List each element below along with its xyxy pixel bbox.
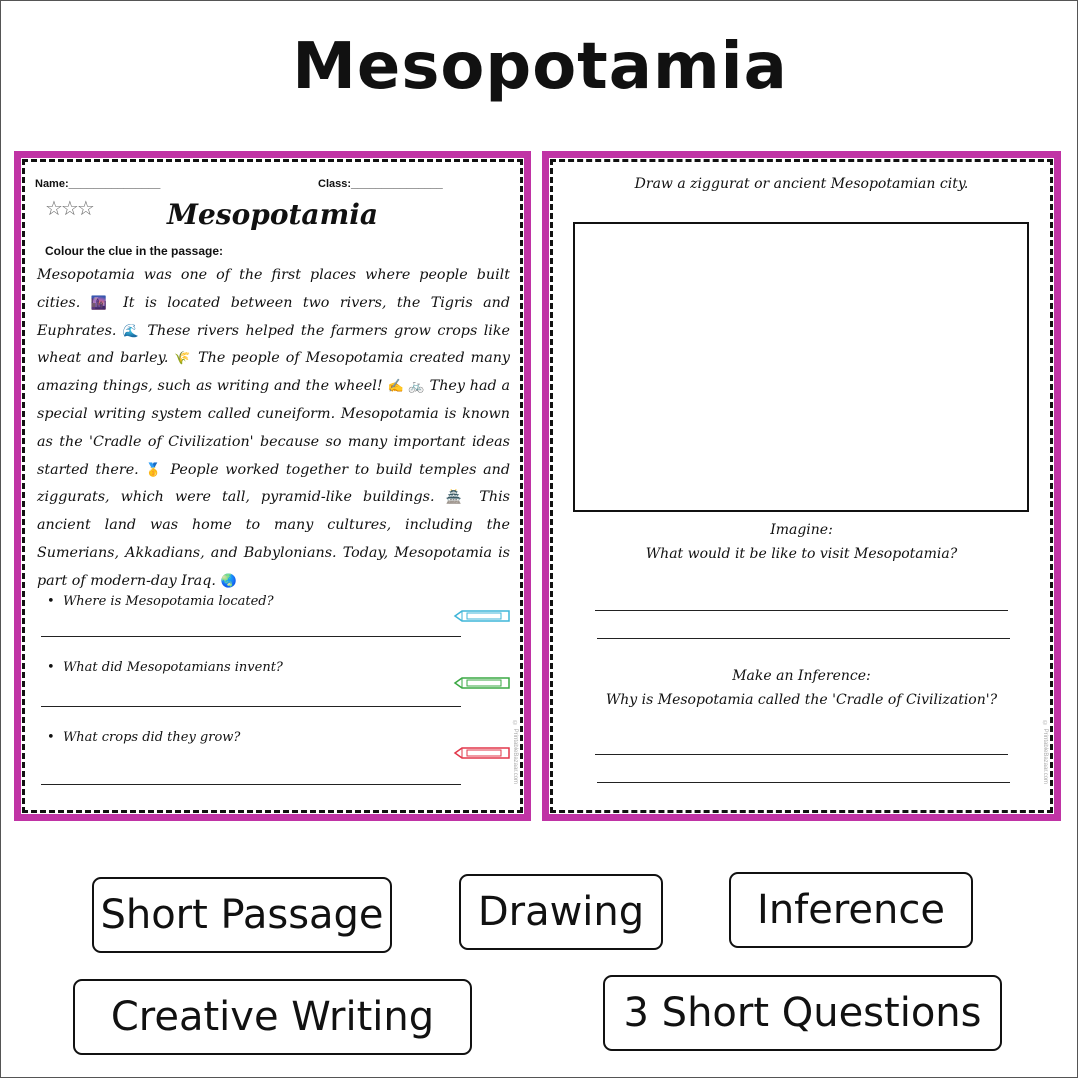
question-2: • What did Mesopotamians invent? xyxy=(47,660,283,675)
answer-line[interactable] xyxy=(597,782,1010,783)
passage-sentence: They had a special writing system called cuneiform. Mesopotamia is known as the 'Cradle of Civilization' because so many important ideas started there. xyxy=(37,378,511,478)
watermark: © PrintableBazaar.com xyxy=(1042,720,1048,784)
reading-passage xyxy=(37,262,510,596)
wheat-emoji: 🌾 xyxy=(174,351,193,367)
answer-line[interactable] xyxy=(41,784,461,785)
class-label: Class:_______________ xyxy=(318,178,443,190)
answer-line[interactable] xyxy=(41,636,461,637)
worksheet-title: Mesopotamia xyxy=(167,198,378,231)
passage-sentence: Mesopotamia was one of the first places where people built cities. xyxy=(37,267,510,311)
tag-creative-writing: Creative Writing xyxy=(73,979,472,1055)
crayon-icon xyxy=(453,746,513,760)
writing-bike-emoji: ✍️ 🚲 xyxy=(387,379,425,395)
watermark: © PrintableBazaar.com xyxy=(512,720,518,784)
wave-emoji: 🌊 xyxy=(122,323,141,339)
rating-stars: ☆☆☆ xyxy=(45,198,93,220)
inference-heading: Make an Inference: xyxy=(732,668,871,684)
medal-emoji: 🥇 xyxy=(145,462,164,478)
page-inner xyxy=(549,158,1054,814)
city-emoji: 🌆 xyxy=(90,295,113,311)
main-title: Mesopotamia xyxy=(292,30,788,104)
passage-sentence: People worked together to build temples and ziggurats, which were tall, pyramid-like buildings. xyxy=(37,461,510,506)
passage-sentence: It is located between two rivers, the Tigris and Euphrates. xyxy=(37,294,510,339)
name-label: Name:_______________ xyxy=(35,178,161,190)
tag-inference: Inference xyxy=(729,872,973,948)
crayon-icon xyxy=(453,609,513,623)
answer-line[interactable] xyxy=(595,610,1008,611)
passage-sentence: These rivers helped the farmers grow crops like wheat and barley. xyxy=(37,322,511,367)
drawing-box[interactable] xyxy=(573,222,1029,512)
imagine-question: What would it be like to visit Mesopotamia? xyxy=(645,546,958,562)
temple-emoji: 🏯 xyxy=(445,490,469,506)
answer-line[interactable] xyxy=(595,754,1008,755)
question-3: • What crops did they grow? xyxy=(47,730,241,745)
instruction-text: Colour the clue in the passage: xyxy=(45,244,224,258)
passage-sentence: The people of Mesopotamia created many amazing things, such as writing and the wheel! xyxy=(37,350,511,395)
globe-emoji: 🌏 xyxy=(220,573,237,589)
answer-line[interactable] xyxy=(597,638,1010,639)
page-inner xyxy=(21,158,524,814)
tag-drawing: Drawing xyxy=(459,874,663,950)
tag-short-passage: Short Passage xyxy=(92,877,392,953)
inference-question: Why is Mesopotamia called the 'Cradle of Civilization'? xyxy=(605,692,998,708)
crayon-icon xyxy=(453,676,513,690)
worksheet-page-drawing xyxy=(542,151,1061,821)
imagine-heading: Imagine: xyxy=(770,522,833,538)
draw-prompt: Draw a ziggurat or ancient Mesopotamian city. xyxy=(634,176,969,192)
passage-sentence: This ancient land was home to many cultures, including the Sumerians, Akkadians, and Babylonians. Today, Mesopotamia is part of modern-day Iraq. xyxy=(37,489,511,589)
tag-3-short-questions: 3 Short Questions xyxy=(603,975,1002,1051)
question-1: • Where is Mesopotamia located? xyxy=(47,594,274,609)
worksheet-page-passage xyxy=(14,151,531,821)
answer-line[interactable] xyxy=(41,706,461,707)
